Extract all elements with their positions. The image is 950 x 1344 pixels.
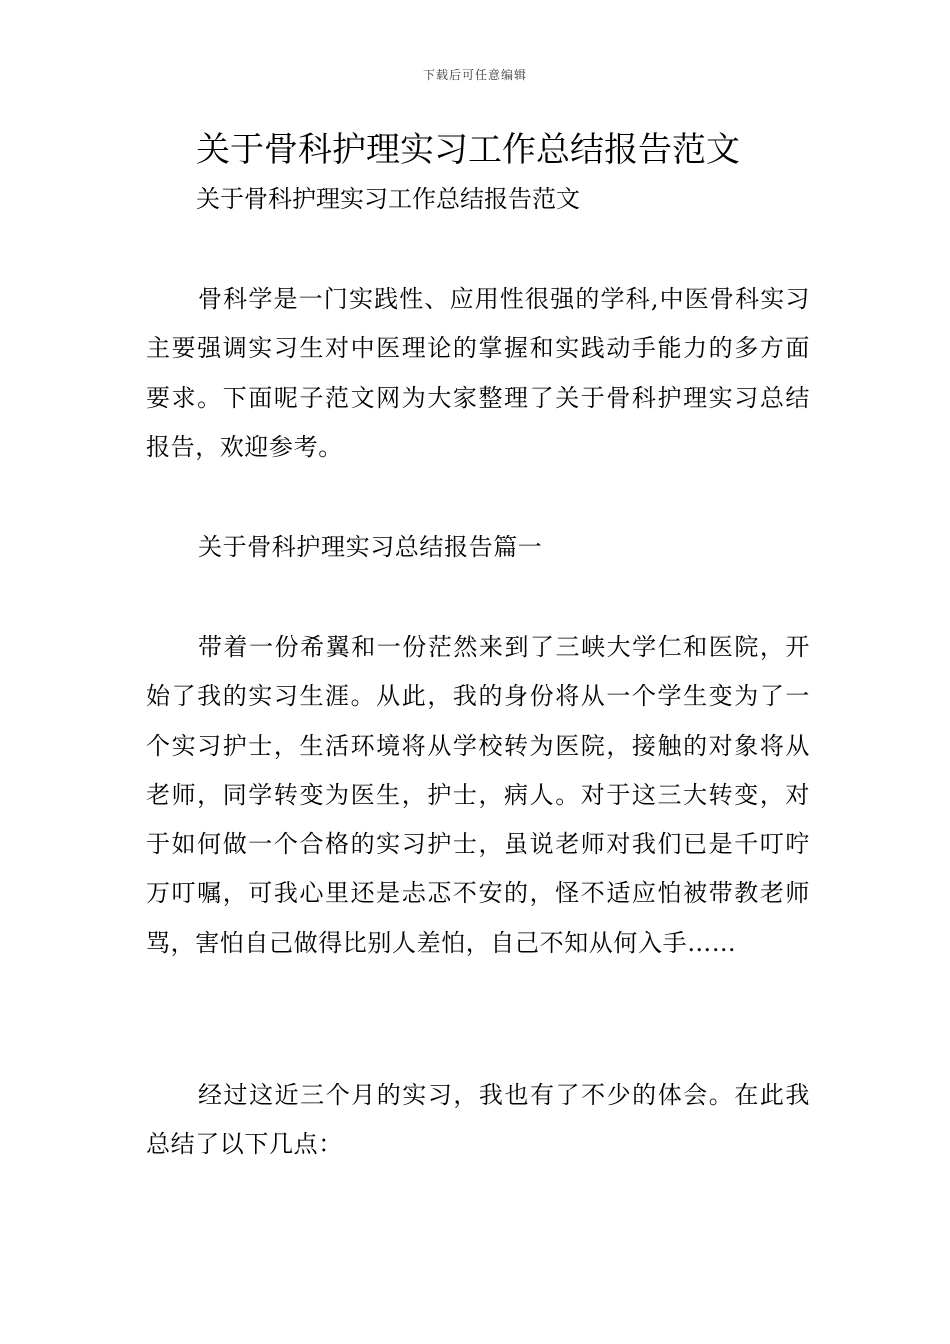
section-heading: 关于骨科护理实习总结报告篇一 [198,533,543,561]
document-title: 关于骨科护理实习工作总结报告范文 [196,130,740,170]
paragraph-summary: 经过这近三个月的实习，我也有了不少的体会。在此我总结了以下几点： [146,1081,810,1159]
header-note: 下载后可任意编辑 [422,68,527,82]
paragraph-intro: 骨科学是一门实践性、应用性很强的学科,中医骨科实习主要强调实习生对中医理论的掌握和实践动手能力的多方面要求。下面呢子范文网为大家整理了关于骨科护理实习总结报告，欢迎参考。 [146,285,810,461]
document-subtitle: 关于骨科护理实习工作总结报告范文 [196,185,580,213]
paragraph-body: 带着一份希翼和一份茫然来到了三峡大学仁和医院，开始了我的实习生涯。从此，我的身份将从一个学生变为了一个实习护士，生活环境将从学校转为医院，接触的对象将从老师，同学转变为医生，护士，病人。对于这三大转变，对于如何做一个合格的实习护士，虽说老师对我们已是千叮咛万叮嘱，可我心里还是忐忑不安的，怪不适应怕被带教老师骂，害怕自己做得比别人差怕，自己不知从何入手…… [146,633,810,957]
